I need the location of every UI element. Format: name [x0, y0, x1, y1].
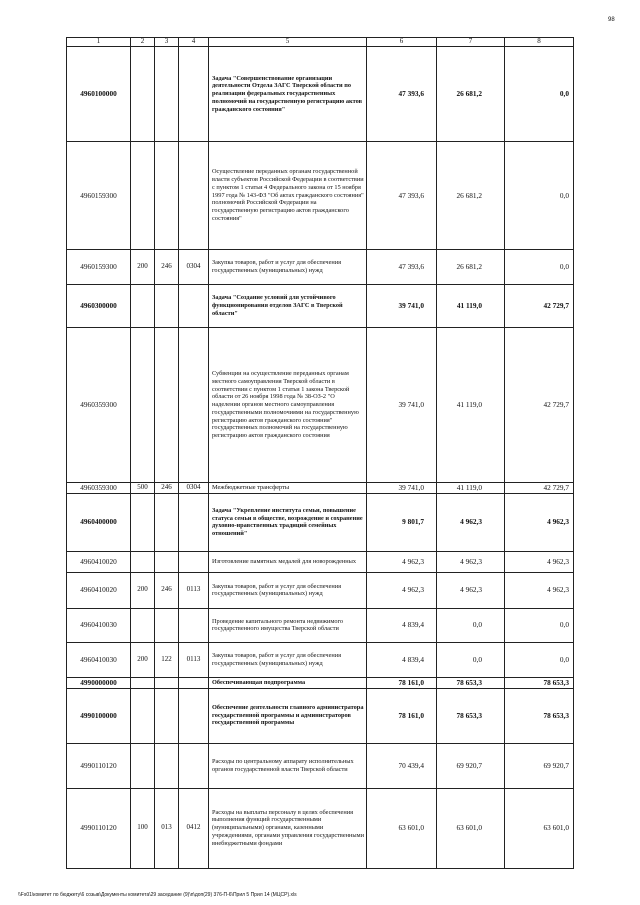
row-value7-cell: 41 119,0 [437, 483, 505, 494]
row-name-cell: Закупка товаров, работ и услуг для обеспечения государственных (муниципальных) нужд [209, 250, 367, 285]
row-value8-cell: 0,0 [505, 250, 574, 285]
row-name-cell: Закупка товаров, работ и услуг для обеспечения государственных (муниципальных) нужд [209, 642, 367, 677]
column-header: 7 [437, 38, 505, 47]
row-col4-cell [179, 328, 209, 483]
row-col3-cell: 122 [155, 642, 179, 677]
table-row [67, 688, 574, 743]
row-name-cell: Расходы по центральному аппарату исполнительных органов государственной власти Тверской области [209, 743, 367, 788]
row-col4-cell [179, 47, 209, 142]
table-row [67, 142, 574, 250]
column-header: 5 [209, 38, 367, 47]
table-body [67, 47, 574, 869]
footer-file-path: \\Fs01\комитет по бюджету\6 созыв\Документы комитета\29 заседание (9)\п\доп(29) 376-П-6\Прил 5 Прил 14 (МЦСР).xls [18, 892, 297, 898]
table-row [67, 285, 574, 328]
row-code-cell: 4960410030 [67, 642, 131, 677]
row-code-cell: 4960159300 [67, 142, 131, 250]
row-code-cell: 4960400000 [67, 493, 131, 551]
row-name-cell: Обеспечение деятельности главного администратора государственной программы и администраторов государственной программы [209, 688, 367, 743]
row-col4-cell [179, 608, 209, 642]
table-row [67, 551, 574, 572]
row-col4-cell [179, 743, 209, 788]
row-name-cell: Межбюджетные трансферты [209, 483, 367, 494]
table-row [67, 608, 574, 642]
row-name-cell: Проведение капитального ремонта недвижимого государственного имущества Тверской области [209, 608, 367, 642]
row-col3-cell [155, 677, 179, 688]
row-col4-cell: 0304 [179, 250, 209, 285]
row-col2-cell [131, 551, 155, 572]
column-header: 8 [505, 38, 574, 47]
row-col3-cell [155, 608, 179, 642]
row-code-cell: 4990110120 [67, 743, 131, 788]
row-col4-cell: 0113 [179, 572, 209, 608]
row-col2-cell: 200 [131, 250, 155, 285]
row-col4-cell [179, 677, 209, 688]
column-header: 3 [155, 38, 179, 47]
row-col2-cell: 200 [131, 642, 155, 677]
row-col3-cell [155, 285, 179, 328]
row-value7-cell: 4 962,3 [437, 493, 505, 551]
row-col3-cell [155, 493, 179, 551]
row-code-cell: 4960159300 [67, 250, 131, 285]
row-col4-cell: 0412 [179, 788, 209, 868]
row-value8-cell: 42 729,7 [505, 285, 574, 328]
row-name-cell: Осуществление переданных органам государственной власти субъектов Российской Федерации в соответствии с пунктом 1 статьи 4 Федерального закона от 15 ноября 1997 года № 143-ФЗ "Об актах гражданского состояния" полномочий Российской Федерации на государственную регистрацию актов гражданского состояния" [209, 142, 367, 250]
row-col4-cell [179, 285, 209, 328]
row-col3-cell: 246 [155, 572, 179, 608]
row-col2-cell [131, 608, 155, 642]
row-col3-cell [155, 688, 179, 743]
row-value8-cell: 42 729,7 [505, 483, 574, 494]
row-value8-cell: 4 962,3 [505, 493, 574, 551]
row-name-cell: Закупка товаров, работ и услуг для обеспечения государственных (муниципальных) нужд [209, 572, 367, 608]
row-value6-cell: 4 962,3 [367, 551, 437, 572]
row-value8-cell: 42 729,7 [505, 328, 574, 483]
row-value8-cell: 4 962,3 [505, 551, 574, 572]
table-row [67, 328, 574, 483]
row-name-cell: Изготовление памятных медалей для новорожденных [209, 551, 367, 572]
row-col3-cell: 246 [155, 483, 179, 494]
row-value7-cell: 26 681,2 [437, 142, 505, 250]
row-code-cell: 4990100000 [67, 688, 131, 743]
row-code-cell: 4960410020 [67, 551, 131, 572]
row-value8-cell: 0,0 [505, 47, 574, 142]
row-value7-cell: 41 119,0 [437, 285, 505, 328]
row-value7-cell: 69 920,7 [437, 743, 505, 788]
row-col2-cell: 100 [131, 788, 155, 868]
row-value7-cell: 0,0 [437, 642, 505, 677]
row-value7-cell: 78 653,3 [437, 688, 505, 743]
column-header: 2 [131, 38, 155, 47]
row-value6-cell: 4 962,3 [367, 572, 437, 608]
row-value7-cell: 26 681,2 [437, 250, 505, 285]
row-value7-cell: 4 962,3 [437, 572, 505, 608]
row-value6-cell: 78 161,0 [367, 677, 437, 688]
table-row [67, 483, 574, 494]
page-number: 98 [608, 17, 615, 23]
row-col4-cell: 0304 [179, 483, 209, 494]
row-value6-cell: 9 801,7 [367, 493, 437, 551]
row-name-cell: Задача "Создание условий для устойчивого функционирования отделов ЗАГС в Тверской области" [209, 285, 367, 328]
row-value6-cell: 47 393,6 [367, 142, 437, 250]
row-value6-cell: 47 393,6 [367, 250, 437, 285]
row-value7-cell: 63 601,0 [437, 788, 505, 868]
row-code-cell: 4960410020 [67, 572, 131, 608]
row-value6-cell: 39 741,0 [367, 328, 437, 483]
row-col4-cell [179, 142, 209, 250]
row-value6-cell: 63 601,0 [367, 788, 437, 868]
row-value7-cell: 41 119,0 [437, 328, 505, 483]
row-value6-cell: 39 741,0 [367, 285, 437, 328]
row-name-cell: Расходы на выплаты персоналу в целях обеспечения выполнения функций государственными (муниципальными) органами, казенными учреждениями, органами управления государственными внебюджетными фондами [209, 788, 367, 868]
row-col3-cell [155, 551, 179, 572]
row-col3-cell [155, 47, 179, 142]
row-col2-cell [131, 677, 155, 688]
row-value7-cell: 4 962,3 [437, 551, 505, 572]
row-code-cell: 4960300000 [67, 285, 131, 328]
row-value7-cell: 0,0 [437, 608, 505, 642]
row-value6-cell: 78 161,0 [367, 688, 437, 743]
row-col2-cell [131, 688, 155, 743]
row-name-cell: Задача "Укрепление института семьи, повышение статуса семьи в обществе, возрождение и сохранение духовно-нравственных традиций семейных отношений" [209, 493, 367, 551]
row-value8-cell: 0,0 [505, 642, 574, 677]
table-row [67, 743, 574, 788]
row-name-cell: Задача "Совершенствование организации деятельности Отдела ЗАГС Тверской области по реализации федеральных государственных полномочий на государственную регистрацию актов гражданского состояния" [209, 47, 367, 142]
column-header: 1 [67, 38, 131, 47]
column-header: 4 [179, 38, 209, 47]
table-row [67, 250, 574, 285]
row-col2-cell [131, 743, 155, 788]
row-value8-cell: 78 653,3 [505, 688, 574, 743]
row-col3-cell [155, 328, 179, 483]
row-value7-cell: 26 681,2 [437, 47, 505, 142]
row-col2-cell: 200 [131, 572, 155, 608]
row-value8-cell: 4 962,3 [505, 572, 574, 608]
column-header: 6 [367, 38, 437, 47]
row-col4-cell [179, 493, 209, 551]
row-code-cell: 4960410030 [67, 608, 131, 642]
row-col3-cell [155, 743, 179, 788]
row-col3-cell: 013 [155, 788, 179, 868]
table-row [67, 493, 574, 551]
row-col4-cell [179, 688, 209, 743]
row-value8-cell: 0,0 [505, 142, 574, 250]
row-col2-cell: 500 [131, 483, 155, 494]
table-row [67, 788, 574, 868]
table-row [67, 47, 574, 142]
row-col4-cell [179, 551, 209, 572]
header-row [67, 38, 574, 47]
budget-table [66, 37, 574, 869]
row-col4-cell: 0113 [179, 642, 209, 677]
row-value6-cell: 4 839,4 [367, 642, 437, 677]
row-col3-cell [155, 142, 179, 250]
row-value6-cell: 39 741,0 [367, 483, 437, 494]
row-code-cell: 4960359300 [67, 483, 131, 494]
row-code-cell: 4990000000 [67, 677, 131, 688]
row-code-cell: 4960359300 [67, 328, 131, 483]
row-name-cell: Обеспечивающая подпрограмма [209, 677, 367, 688]
row-value8-cell: 69 920,7 [505, 743, 574, 788]
row-value8-cell: 78 653,3 [505, 677, 574, 688]
row-col2-cell [131, 285, 155, 328]
row-code-cell: 4960100000 [67, 47, 131, 142]
row-code-cell: 4990110120 [67, 788, 131, 868]
row-col2-cell [131, 142, 155, 250]
table-row [67, 677, 574, 688]
row-value8-cell: 0,0 [505, 608, 574, 642]
table-row [67, 572, 574, 608]
row-name-cell: Субвенции на осуществление переданных органам местного самоуправления Тверской области в соответствии с пунктом 1 статьи 1 закона Тверской области от 26 ноября 1998 года № 38-ОЗ-2 "О наделении органов местного самоуправления государственными полномочиями на государственную регистрацию актов гражданского состояния" государственных полномочий на государственную регистрацию актов гражданского состояния [209, 328, 367, 483]
row-col2-cell [131, 493, 155, 551]
row-value7-cell: 78 653,3 [437, 677, 505, 688]
row-value6-cell: 47 393,6 [367, 47, 437, 142]
row-col2-cell [131, 328, 155, 483]
row-col3-cell: 246 [155, 250, 179, 285]
table-row [67, 642, 574, 677]
row-value8-cell: 63 601,0 [505, 788, 574, 868]
row-value6-cell: 4 839,4 [367, 608, 437, 642]
row-value6-cell: 70 439,4 [367, 743, 437, 788]
row-col2-cell [131, 47, 155, 142]
